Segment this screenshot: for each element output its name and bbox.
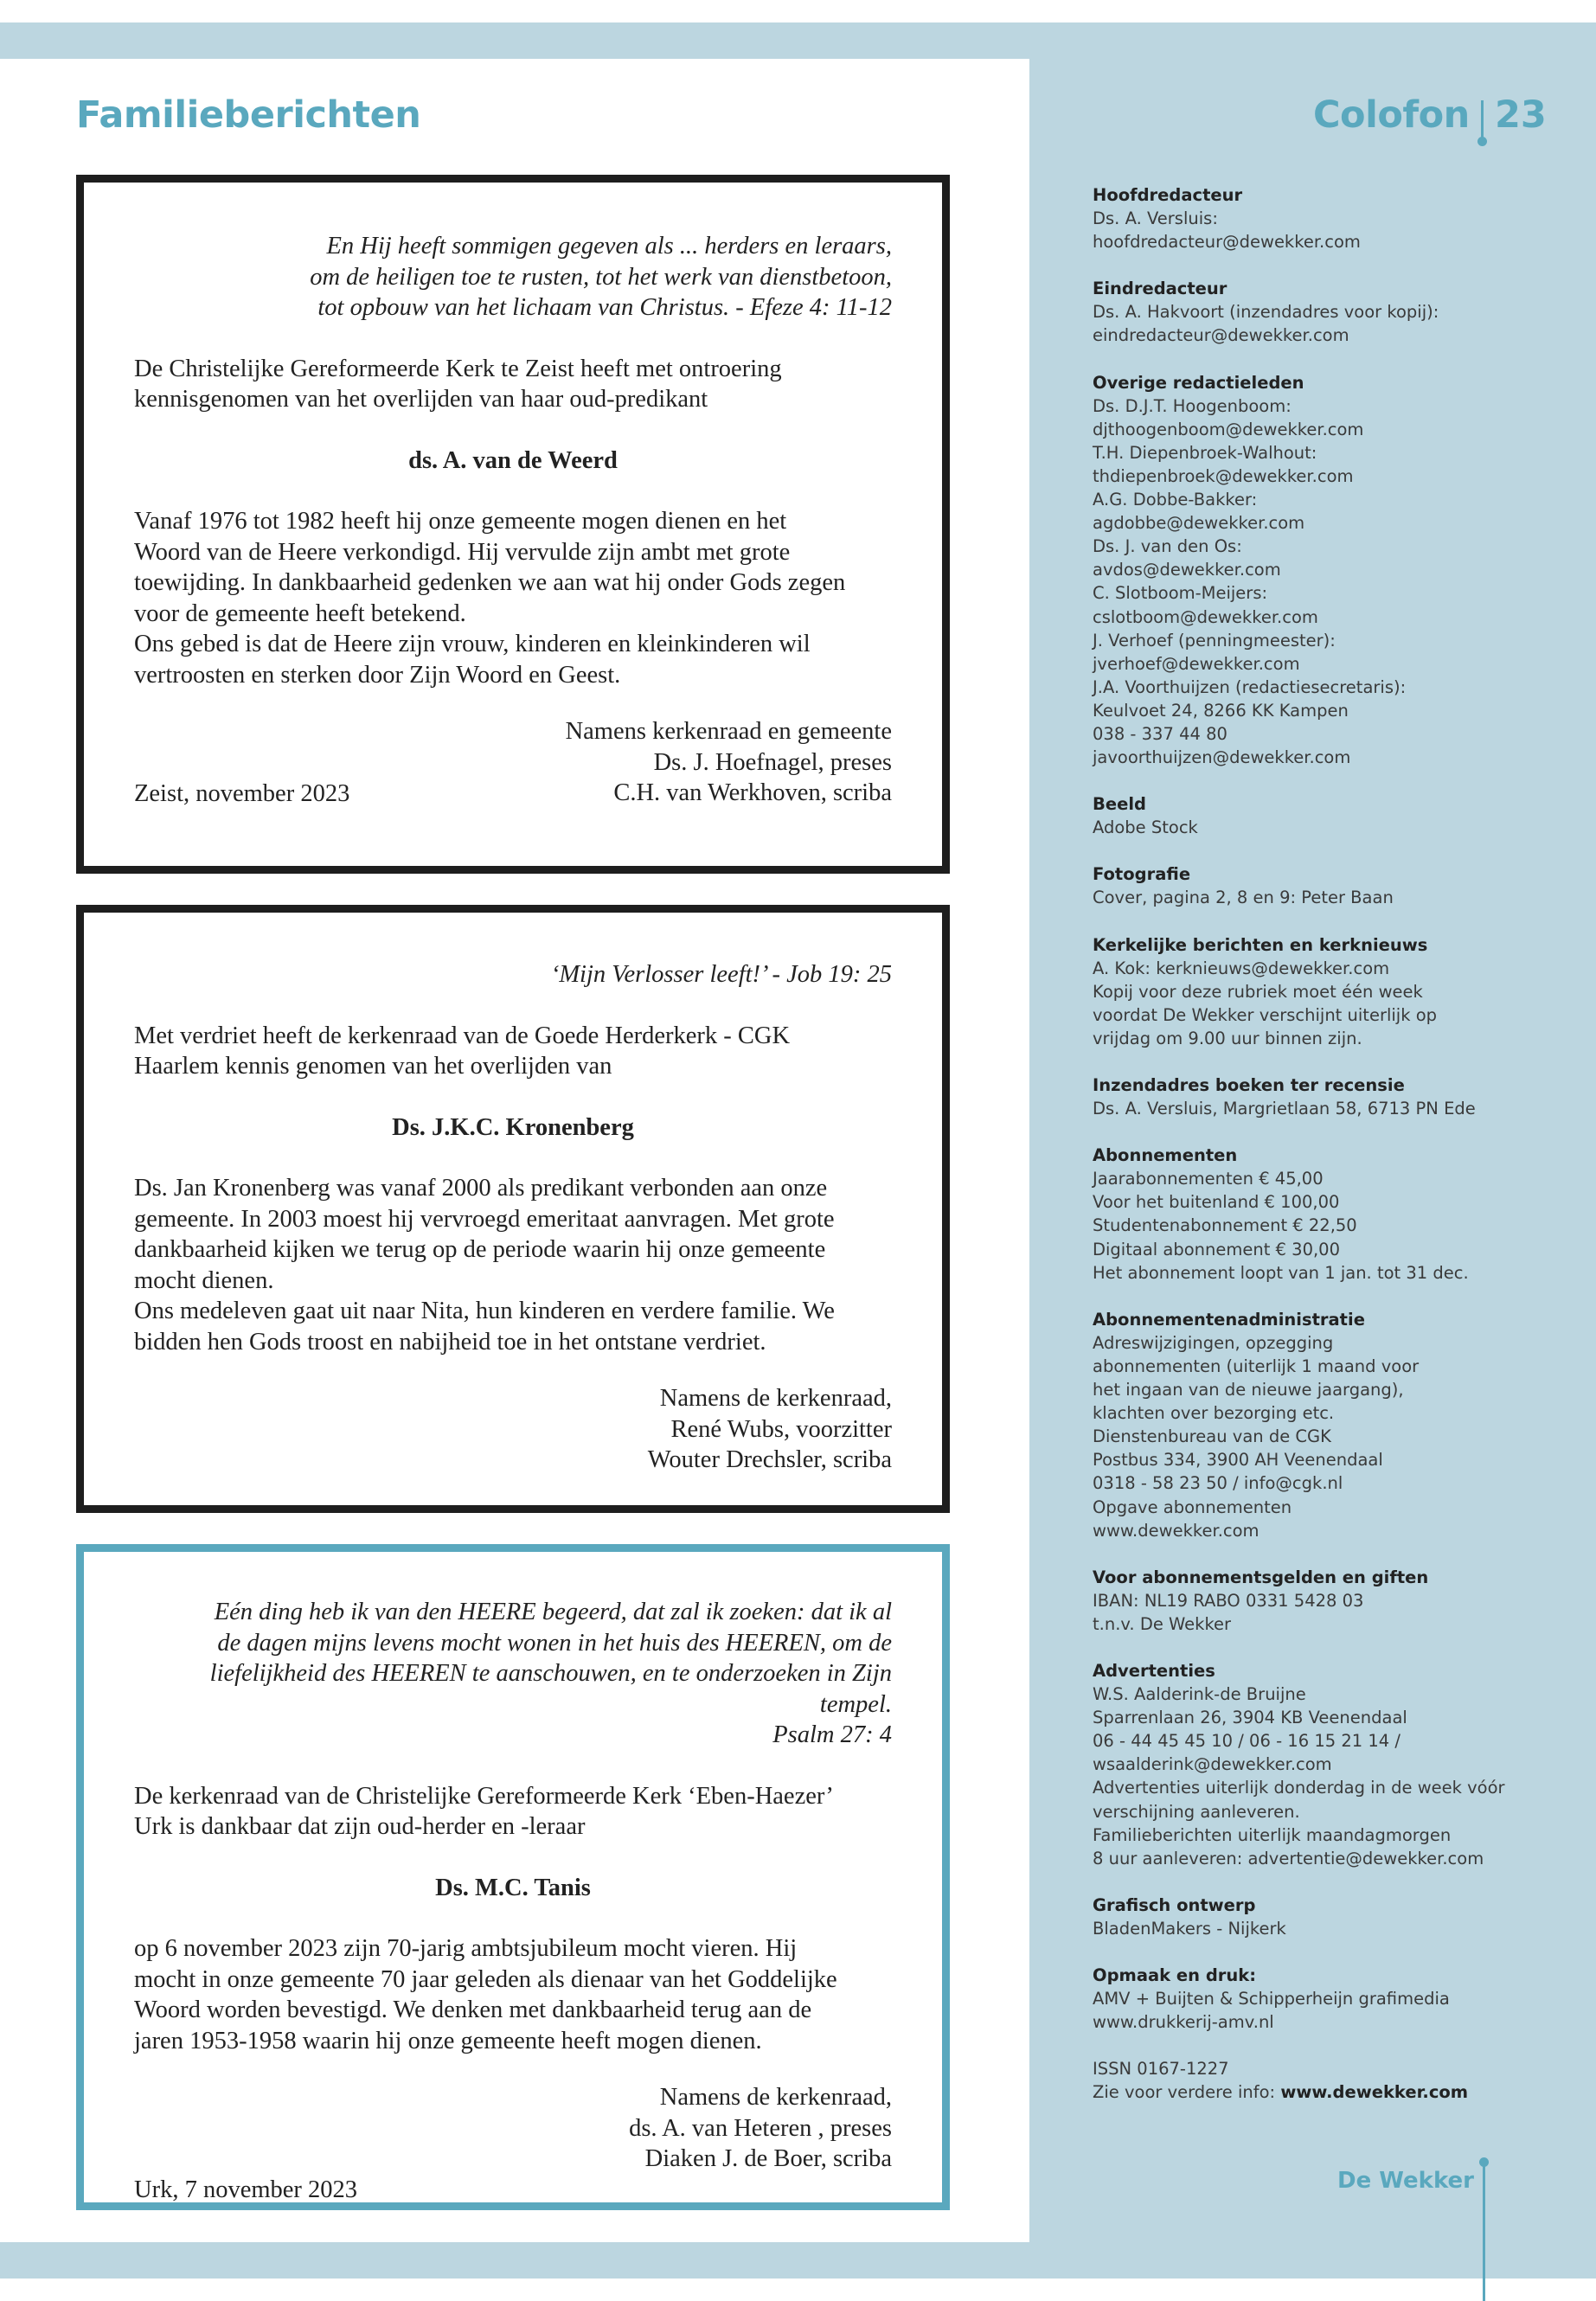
- quote-line: liefelijkheid des HEEREN te aanschouwen, en te onderzoeken in Zijn tempel.: [209, 1660, 892, 1718]
- colofon-block: [1093, 1566, 1577, 1636]
- colofon-line: agdobbe@dewekker.com: [1093, 513, 1305, 534]
- quote-line: om de heiligen toe te rusten, tot het werk van dienstbetoon,: [310, 263, 892, 291]
- body-line: op 6 november 2023 zijn 70-jarig ambtsjubileum mocht vieren. Hij: [134, 1935, 798, 1962]
- colofon-block: [1093, 1074, 1577, 1120]
- body-line: Ds. Jan Kronenberg was vanaf 2000 als predikant verbonden aan onze: [134, 1175, 828, 1202]
- colofon-line: Dienstenbureau van de CGK: [1093, 1426, 1331, 1447]
- quote-line: Eén ding heb ik van den HEERE begeerd, dat zal ik zoeken: dat ik al: [214, 1599, 892, 1625]
- intro-line: De kerkenraad van de Christelijke Gereformeerde Kerk ‘Eben-Haezer’: [134, 1782, 834, 1810]
- colofon-line: t.n.v. De Wekker: [1093, 1613, 1232, 1634]
- colofon-block: [1093, 1144, 1577, 1285]
- colofon-line: eindredacteur@dewekker.com: [1093, 325, 1349, 346]
- colofon-line: Advertenties uiterlijk donderdag in de week vóór: [1093, 1778, 1505, 1798]
- body-line: gemeente. In 2003 moest hij vervroegd emeritaat aanvragen. Met grote: [134, 1205, 835, 1233]
- colofon-heading: Overige redactieleden: [1093, 372, 1304, 393]
- colofon-heading: Advertenties: [1093, 1660, 1215, 1681]
- colofon-line: Jaarabonnementen € 45,00: [1093, 1169, 1324, 1189]
- deceased-name: ds. A. van de Weerd: [408, 446, 618, 474]
- colofon-line: Voor het buitenland € 100,00: [1093, 1192, 1340, 1213]
- colofon-block: [1093, 2057, 1577, 2104]
- colofon-line: Adobe Stock: [1093, 817, 1198, 838]
- page-divider: [1481, 100, 1484, 142]
- colofon-heading: Hoofdredacteur: [1093, 185, 1243, 205]
- quote-line: ‘Mijn Verlosser leeft!’ - Job 19: 25: [550, 961, 892, 988]
- colofon-block: [1093, 933, 1577, 1050]
- quote-line: tot opbouw van het lichaam van Christus. - Efeze 4: 11-12: [317, 294, 892, 321]
- colofon-line: Adreswijzigingen, opzegging: [1093, 1332, 1334, 1353]
- colofon-line: avdos@dewekker.com: [1093, 560, 1281, 580]
- colofon-line: AMV + Buijten & Schipperheijn grafimedia: [1093, 1989, 1450, 2009]
- colofon-block: [1093, 862, 1577, 909]
- colofon-line: wsaalderink@dewekker.com: [1093, 1754, 1332, 1775]
- honoree-name: Ds. M.C. Tanis: [435, 1874, 591, 1901]
- body-line: Ons medeleven gaat uit naar Nita, hun kinderen en verdere familie. We: [134, 1298, 835, 1324]
- body-line: voor de gemeente heeft betekend.: [134, 599, 466, 627]
- quote-line: En Hij heeft sommigen gegeven als ... herders en leraars,: [326, 233, 892, 260]
- colofon-line: J.A. Voorthuijzen (redactiesecretaris):: [1093, 676, 1407, 697]
- colofon-heading: Abonnementen: [1093, 1145, 1238, 1166]
- colofon-line: Kopij voor deze rubriek moet één week: [1093, 981, 1423, 1002]
- colofon-line: Postbus 334, 3900 AH Veenendaal: [1093, 1450, 1383, 1471]
- colofon-line: voordat De Wekker verschijnt uiterlijk op: [1093, 1004, 1438, 1025]
- colofon-line: IBAN: NL19 RABO 0331 5428 03: [1093, 1590, 1364, 1611]
- colofon-line: T.H. Diepenbroek-Walhout:: [1093, 442, 1317, 463]
- bottom-band: [0, 2279, 1596, 2301]
- page-number: 23: [1495, 93, 1547, 137]
- colofon-line: A. Kok: kerknieuws@dewekker.com: [1093, 958, 1390, 978]
- top-band: [0, 0, 1596, 22]
- colofon-line: hoofdredacteur@dewekker.com: [1093, 232, 1361, 253]
- colofon-line: Het abonnement loopt van 1 jan. tot 31 dec.: [1093, 1262, 1469, 1283]
- colofon-line: C. Slotboom-Meijers:: [1093, 583, 1268, 604]
- colofon-line: 038 - 337 44 80: [1093, 723, 1227, 744]
- intro-line: De Christelijke Gereformeerde Kerk te Zeist heeft met ontroering: [134, 355, 782, 382]
- colofon-line: Ds. A. Versluis, Margrietlaan 58, 6713 PN Ede: [1093, 1099, 1476, 1119]
- colofon-heading: Abonnementenadministratie: [1093, 1309, 1365, 1330]
- intro-line: Met verdriet heeft de kerkenraad van de Goede Herderkerk - CGK: [134, 1022, 791, 1049]
- bible-quote: [134, 231, 892, 324]
- body-line: Vanaf 1976 tot 1982 heeft hij onze gemeente mogen dienen en het: [134, 508, 787, 535]
- colofon-line: klachten over bezorging etc.: [1093, 1403, 1335, 1424]
- obituary-notice-kronenberg: [76, 905, 950, 1513]
- intro-line: Haarlem kennis genomen van het overlijden van: [134, 1053, 612, 1080]
- body-line: toewijding. In dankbaarheid gedenken we aan wat hij onder Gods zegen: [134, 569, 846, 596]
- signature-line: Wouter Drechsler, scriba: [647, 1446, 892, 1473]
- colofon-block: [1093, 1659, 1577, 1870]
- quote-line: Psalm 27: 4: [772, 1721, 892, 1748]
- signature-line: Diaken J. de Boer, scriba: [644, 2145, 892, 2172]
- colofon-heading: Eindredacteur: [1093, 279, 1227, 299]
- section-title: Familieberichten: [76, 93, 421, 137]
- jubilee-notice-tanis: [76, 1544, 950, 2210]
- colofon-line: Opgave abonnementen: [1093, 1497, 1292, 1517]
- signature-line: Namens de kerkenraad,: [659, 1385, 892, 1412]
- colofon-line: 0318 - 58 23 50 / info@cgk.nl: [1093, 1473, 1343, 1494]
- colofon-heading: Beeld: [1093, 794, 1146, 815]
- body-line: dankbaarheid kijken we terug op de periode waarin hij onze gemeente: [134, 1236, 826, 1263]
- colofon-block: [1093, 792, 1577, 839]
- bible-quote: [134, 1597, 892, 1751]
- colofon-line: Studentenabonnement € 22,50: [1093, 1215, 1357, 1236]
- body-line: Ons gebed is dat de Heere zijn vrouw, kinderen en kleinkinderen wil: [134, 631, 811, 657]
- colofon-block: [1093, 277, 1577, 347]
- colofon-line: Ds. J. van den Os:: [1093, 536, 1242, 557]
- colofon-line: javoorthuijzen@dewekker.com: [1093, 747, 1351, 768]
- colofon-line: Sparrenlaan 26, 3904 KB Veenendaal: [1093, 1708, 1407, 1728]
- colofon-line: 06 - 44 45 45 10 / 06 - 16 15 21 14 /: [1093, 1731, 1401, 1752]
- colofon-line: www.dewekker.com: [1093, 1520, 1259, 1541]
- deceased-name: Ds. J.K.C. Kronenberg: [392, 1113, 634, 1141]
- signature-line: Ds. J. Hoefnagel, preses: [653, 748, 892, 776]
- colofon-line: het ingaan van de nieuwe jaargang),: [1093, 1380, 1404, 1400]
- obituary-notice-van-de-weerd: [76, 175, 950, 874]
- footer-brand: De Wekker: [1337, 2168, 1474, 2194]
- issn: ISSN 0167-1227: [1093, 2059, 1229, 2080]
- signature-line: René Wubs, voorzitter: [670, 1415, 892, 1443]
- colofon-block: [1093, 371, 1577, 770]
- colofon-heading: Inzendadres boeken ter recensie: [1093, 1075, 1405, 1095]
- colofon-line: Digitaal abonnement € 30,00: [1093, 1239, 1340, 1259]
- page-divider-dot: [1477, 137, 1487, 146]
- colofon-heading: Opmaak en druk:: [1093, 1965, 1257, 1985]
- more-info: [1093, 2080, 1577, 2104]
- colofon-line: verschijning aanleveren.: [1093, 1801, 1300, 1822]
- colofon-block: [1093, 1894, 1577, 1940]
- signature-line: C.H. van Werkhoven, scriba: [613, 779, 892, 806]
- colofon-line: cslotboom@dewekker.com: [1093, 606, 1318, 627]
- colofon-sidebar: [1093, 183, 1577, 2127]
- colofon-title: Colofon: [1313, 93, 1470, 137]
- signature-line: ds. A. van Heteren , preses: [629, 2114, 892, 2142]
- bible-quote: [134, 959, 892, 990]
- colofon-heading: Fotografie: [1093, 864, 1191, 885]
- colofon-line: abonnementen (uiterlijk 1 maand voor: [1093, 1356, 1420, 1376]
- colofon-line: Keulvoet 24, 8266 KK Kampen: [1093, 700, 1349, 721]
- colofon-heading: Voor abonnementsgelden en giften: [1093, 1567, 1429, 1587]
- colofon-line: A.G. Dobbe-Bakker:: [1093, 490, 1258, 510]
- colofon-heading: Grafisch ontwerp: [1093, 1894, 1256, 1915]
- colofon-line: J. Verhoef (penningmeester):: [1093, 630, 1336, 651]
- signature-line: Namens de kerkenraad,: [659, 2084, 892, 2111]
- colofon-line: djthoogenboom@dewekker.com: [1093, 419, 1364, 439]
- signature-line: Namens kerkenraad en gemeente: [565, 718, 892, 745]
- body-line: bidden hen Gods troost en nabijheid toe in het ontstane verdriet.: [134, 1328, 766, 1356]
- colofon-block: [1093, 1308, 1577, 1542]
- colofon-line: Ds. A. Hakvoort (inzendadres voor kopij):: [1093, 302, 1439, 323]
- intro-line: Urk is dankbaar dat zijn oud-herder en -leraar: [134, 1813, 586, 1840]
- colofon-line: W.S. Aalderink-de Bruijne: [1093, 1684, 1306, 1705]
- colofon-line: Ds. A. Versluis:: [1093, 208, 1218, 229]
- body-line: jaren 1953-1958 waarin hij onze gemeente heeft mogen dienen.: [134, 2027, 762, 2054]
- colofon-line: Ds. D.J.T. Hoogenboom:: [1093, 395, 1292, 416]
- colofon-block: [1093, 1964, 1577, 2034]
- colofon-line: vrijdag om 9.00 uur binnen zijn.: [1093, 1028, 1362, 1048]
- colofon-line: thdiepenbroek@dewekker.com: [1093, 465, 1354, 486]
- website-link[interactable]: www.dewekker.com: [1280, 2082, 1469, 2103]
- quote-line: de dagen mijns levens mocht wonen in het huis des HEEREN, om de: [217, 1629, 892, 1657]
- place-date: Urk, 7 november 2023: [134, 2176, 358, 2203]
- colofon-heading: Kerkelijke berichten en kerknieuws: [1093, 934, 1428, 955]
- body-line: mocht in onze gemeente 70 jaar geleden als dienaar van het Goddelijke: [134, 1965, 837, 1993]
- colofon-line: Cover, pagina 2, 8 en 9: Peter Baan: [1093, 888, 1394, 908]
- more-info-label: Zie voor verdere info:: [1093, 2082, 1281, 2103]
- colofon-line: Familieberichten uiterlijk maandagmorgen: [1093, 1824, 1452, 1845]
- body-line: Woord worden bevestigd. We denken met dankbaarheid terug aan de: [134, 1997, 812, 2023]
- colofon-line: BladenMakers - Nijkerk: [1093, 1918, 1286, 1939]
- colofon-line: 8 uur aanleveren: advertentie@dewekker.com: [1093, 1848, 1484, 1868]
- colofon-line: jverhoef@dewekker.com: [1093, 653, 1300, 674]
- intro-line: kennisgenomen van het overlijden van haar oud-predikant: [134, 386, 708, 413]
- body-line: vertroosten en sterken door Zijn Woord en Geest.: [134, 661, 621, 689]
- colofon-line: www.drukkerij-amv.nl: [1093, 2012, 1274, 2033]
- body-line: mocht dienen.: [134, 1266, 274, 1294]
- footer-line: [1483, 2163, 1485, 2301]
- footer-dot: [1479, 2157, 1489, 2167]
- place-date: Zeist, november 2023: [134, 779, 350, 807]
- colofon-block: [1093, 183, 1577, 253]
- body-line: Woord van de Heere verkondigd. Hij vervulde zijn ambt met grote: [134, 538, 791, 566]
